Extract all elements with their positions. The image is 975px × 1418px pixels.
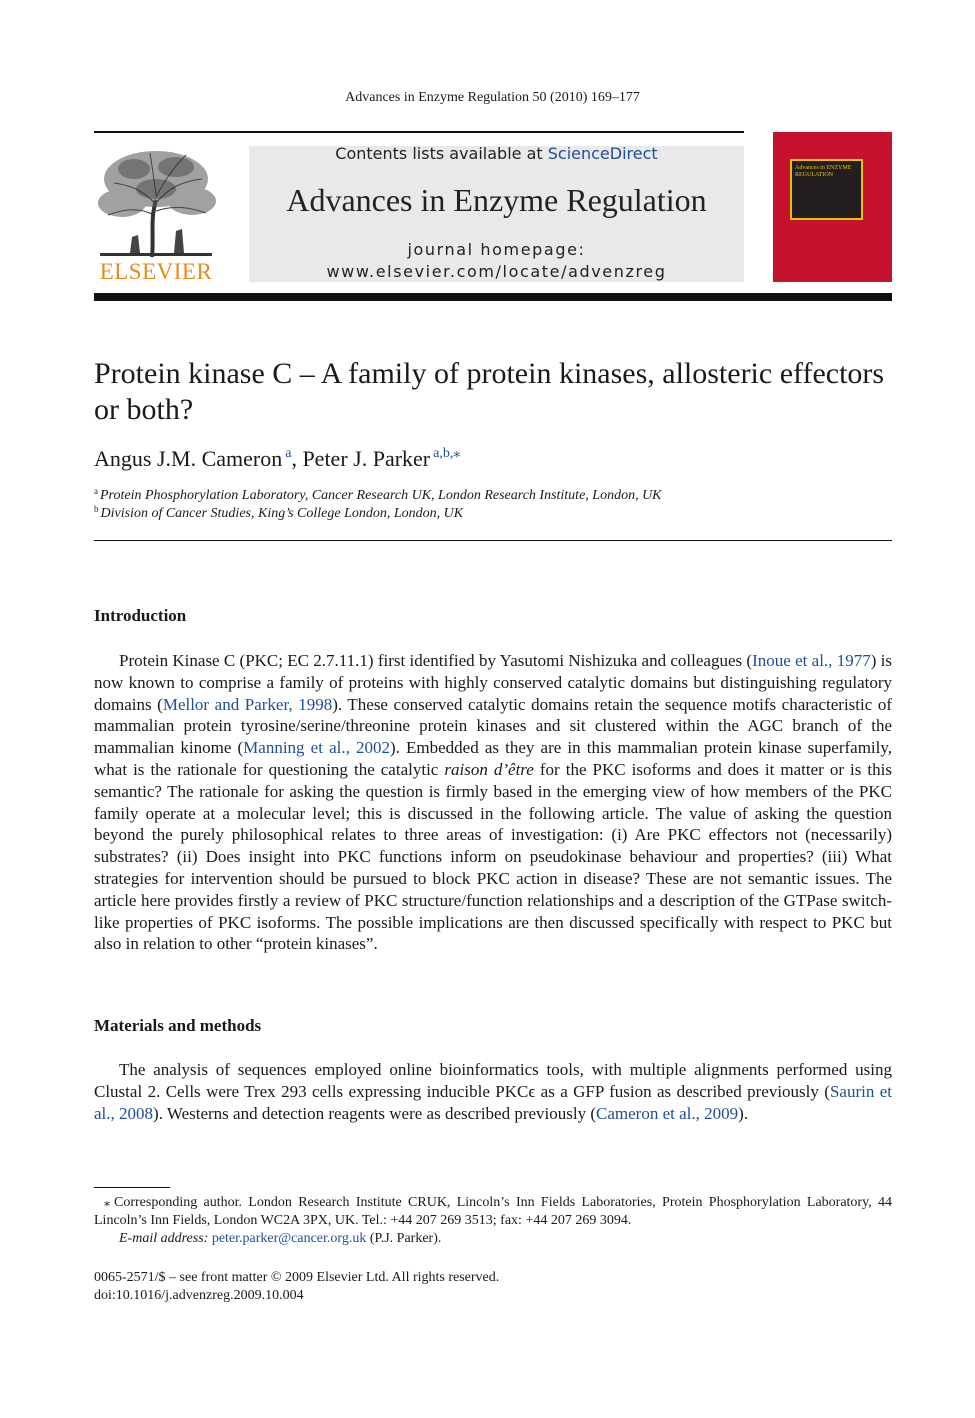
citation-link[interactable]: Saurin et al., 2008 bbox=[94, 1081, 893, 1123]
body-text: for the PKC isoforms and does it matter or is this semantic? The rationale for asking the question is firmly based in the emerging view of how members of the PKC family operate at a molecular level; this is discussed in the following article. The value of asking the question beyond the purely philosophical relates to three areas of investigation: (i) Are PKC effectors not (necessarily) substrates? (ii) Does insight into PKC functions inform on pseudokinase behaviour and properties? (iii) What strategies for intervention should be pursued to block PKC action in disease? These are not semantic issues. The article here provides firstly a review of PKC structure/function relationships and a description of the GTPase switch-like properties of PKC isoforms. The possible implications are then discussed specifically with respect to PKC but also in relation to other “protein kinases”. bbox=[94, 759, 892, 954]
doi-line[interactable]: doi:10.1016/j.advenzreg.2009.10.004 bbox=[94, 1288, 304, 1303]
body-text: The analysis of sequences employed online bioinformatics tools, with multiple alignments performed using Clustal 2. Cells were Trex 293 cells expressing inducible PKCϵ as a GFP fusion as described previously ( bbox=[94, 1060, 892, 1101]
affiliation-mark: a bbox=[94, 486, 98, 496]
sciencedirect-link[interactable]: ScienceDirect bbox=[547, 144, 658, 163]
running-head: Advances in Enzyme Regulation 50 (2010) 169–177 bbox=[345, 90, 640, 105]
footnote-text: Corresponding author. London Research Institute CRUK, Lincoln’s Inn Fields Laboratories, Protein Phosphorylation Laboratory, 44 Lincoln’s Inn Fields, London WC2A 3PX, UK. Tel.: +44 207 269 3513; fax: +44 207 269 3094. bbox=[94, 1195, 892, 1228]
affiliation-text: Division of Cancer Studies, King’s College London, London, UK bbox=[100, 506, 464, 521]
affiliation bbox=[94, 504, 894, 522]
emphasis-text: raison d’être bbox=[444, 759, 534, 779]
citation-link[interactable]: Inoue et al., 1977 bbox=[752, 651, 871, 670]
journal-cover-title: Advances in ENZYME REGULATION bbox=[795, 165, 852, 178]
author-list bbox=[94, 445, 894, 472]
body-text: ). Westerns and detection reagents were as described previously ( bbox=[153, 1103, 597, 1123]
contents-prefix: Contents lists available at bbox=[335, 144, 548, 163]
corresponding-author-footnote bbox=[94, 1193, 892, 1248]
email-label: E-mail address: bbox=[119, 1231, 212, 1246]
email-suffix: (P.J. Parker). bbox=[366, 1231, 442, 1246]
author-separator: , bbox=[291, 446, 303, 471]
author-name[interactable]: Angus J.M. Cameron bbox=[94, 446, 283, 471]
footnote-star-mark: ⁎ bbox=[104, 1195, 110, 1209]
article-title: Protein kinase C – A family of protein kinases, allosteric effectors or both? bbox=[94, 357, 885, 426]
journal-homepage[interactable]: journal homepage: www.elsevier.com/locate/advenzreg bbox=[326, 240, 667, 281]
footnote-rule bbox=[94, 1187, 170, 1188]
affiliation-mark: b bbox=[94, 504, 99, 514]
affiliation-text: Protein Phosphorylation Laboratory, Cancer Research UK, London Research Institute, London, UK bbox=[100, 488, 662, 503]
section-heading-introduction: Introduction bbox=[94, 606, 187, 625]
author-affiliation-marks[interactable]: a bbox=[285, 446, 292, 461]
affiliation bbox=[94, 486, 894, 504]
front-matter-info bbox=[94, 1269, 892, 1305]
methods-paragraph bbox=[94, 1059, 892, 1124]
body-text: ). These conserved catalytic domains retain the sequence motifs characteristic of mammalian protein tyrosine/serine/threonine protein kinases and sit clustered within the AGC branch of the mammalian kinome ( bbox=[94, 694, 892, 758]
masthead-bottom-rule bbox=[94, 293, 892, 301]
contents-availability-line bbox=[249, 144, 744, 163]
citation-link[interactable]: Mellor and Parker, 1998 bbox=[162, 694, 333, 714]
body-text: ). bbox=[738, 1103, 749, 1123]
section-heading-methods: Materials and methods bbox=[94, 1016, 262, 1035]
issn-copyright-line: 0065-2571/$ – see front matter © 2009 Elsevier Ltd. All rights reserved. bbox=[94, 1270, 500, 1285]
introduction-paragraph bbox=[94, 650, 892, 955]
body-text: ). Embedded as they are in this mammalian protein kinase superfamily, what is the rationale for questioning the catalytic bbox=[94, 738, 893, 779]
citation-link[interactable]: Cameron et al., 2009 bbox=[596, 1103, 739, 1123]
body-text: ) is now known to comprise a family of proteins with highly conserved catalytic domains but distinguishing regulatory domains ( bbox=[94, 651, 893, 714]
author-affiliation-marks[interactable]: a,b,⁎ bbox=[433, 446, 461, 461]
body-text: Protein Kinase C (PKC; EC 2.7.11.1) first identified by Yasutomi Nishizuka and colleagues ( bbox=[119, 651, 753, 670]
journal-title: Advances in Enzyme Regulation bbox=[286, 182, 707, 218]
email-link[interactable]: peter.parker@cancer.org.uk bbox=[211, 1231, 367, 1246]
author-name[interactable]: Peter J. Parker bbox=[302, 446, 431, 471]
citation-link[interactable]: Manning et al., 2002 bbox=[243, 738, 390, 758]
publisher-name: ELSEVIER bbox=[99, 259, 213, 284]
header-divider bbox=[94, 540, 892, 541]
masthead-top-rule bbox=[94, 131, 744, 133]
